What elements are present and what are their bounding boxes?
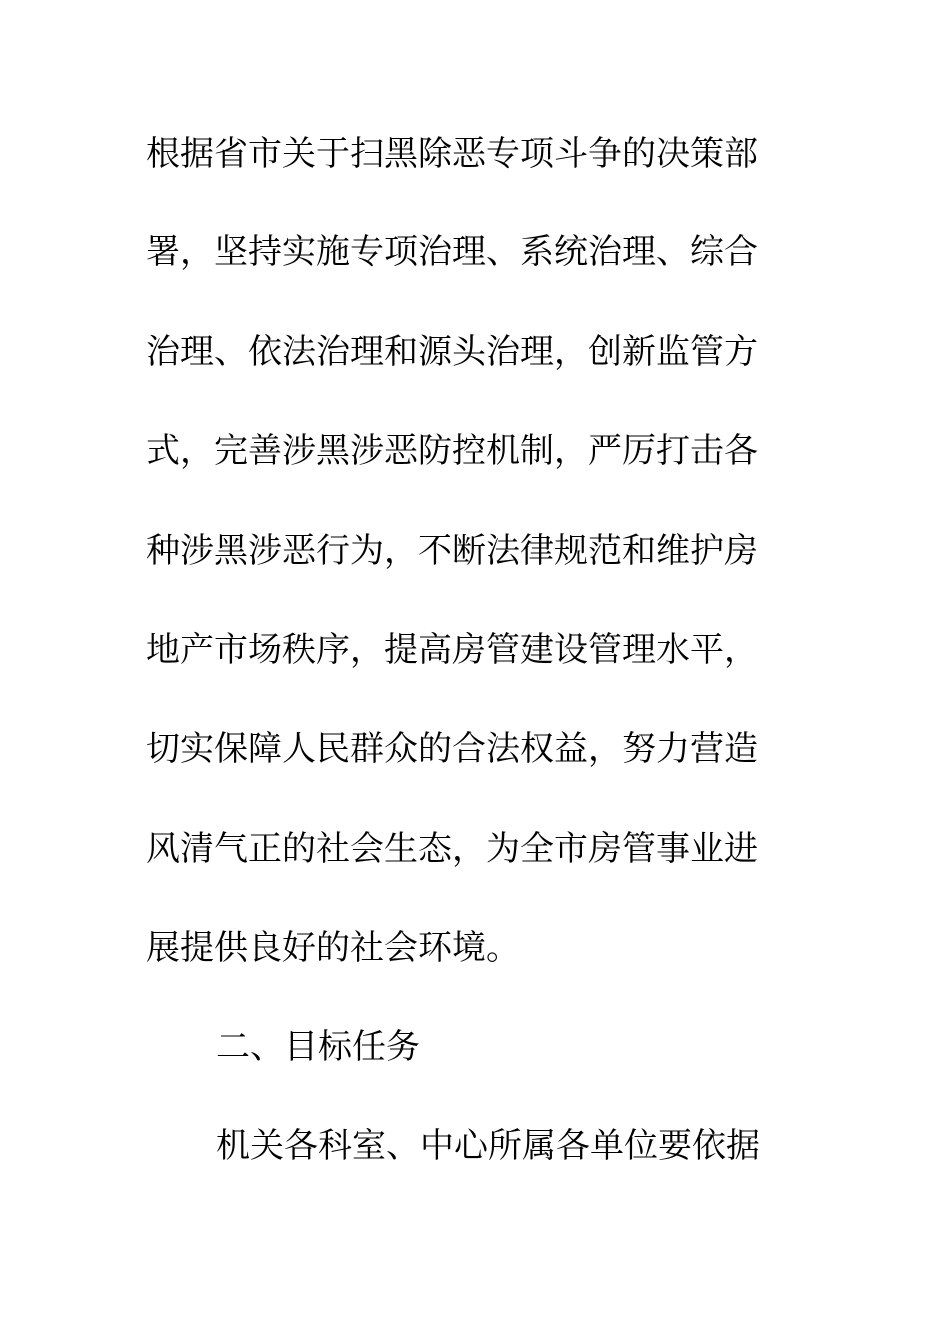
section-heading: 二、目标任务 bbox=[216, 1027, 420, 1067]
paragraph-line: 式，完善涉黑涉恶防控机制，严厉打击各 bbox=[146, 431, 758, 471]
paragraph-line: 切实保障人民群众的合法权益，努力营造 bbox=[146, 729, 758, 769]
paragraph-line: 种涉黑涉恶行为，不断法律规范和维护房 bbox=[146, 531, 758, 571]
paragraph-line: 机关各科室、中心所属各单位要依据 bbox=[216, 1126, 760, 1166]
paragraph-line: 地产市场秩序，提高房管建设管理水平， bbox=[146, 630, 758, 670]
paragraph-line: 风清气正的社会生态，为全市房管事业进 bbox=[146, 829, 758, 869]
paragraph-line: 署，坚持实施专项治理、系统治理、综合 bbox=[146, 232, 758, 272]
paragraph-line: 治理、依法治理和源头治理，创新监管方 bbox=[146, 332, 758, 372]
paragraph-line: 根据省市关于扫黑除恶专项斗争的决策部 bbox=[146, 134, 758, 174]
paragraph-line: 展提供良好的社会环境。 bbox=[146, 928, 520, 968]
